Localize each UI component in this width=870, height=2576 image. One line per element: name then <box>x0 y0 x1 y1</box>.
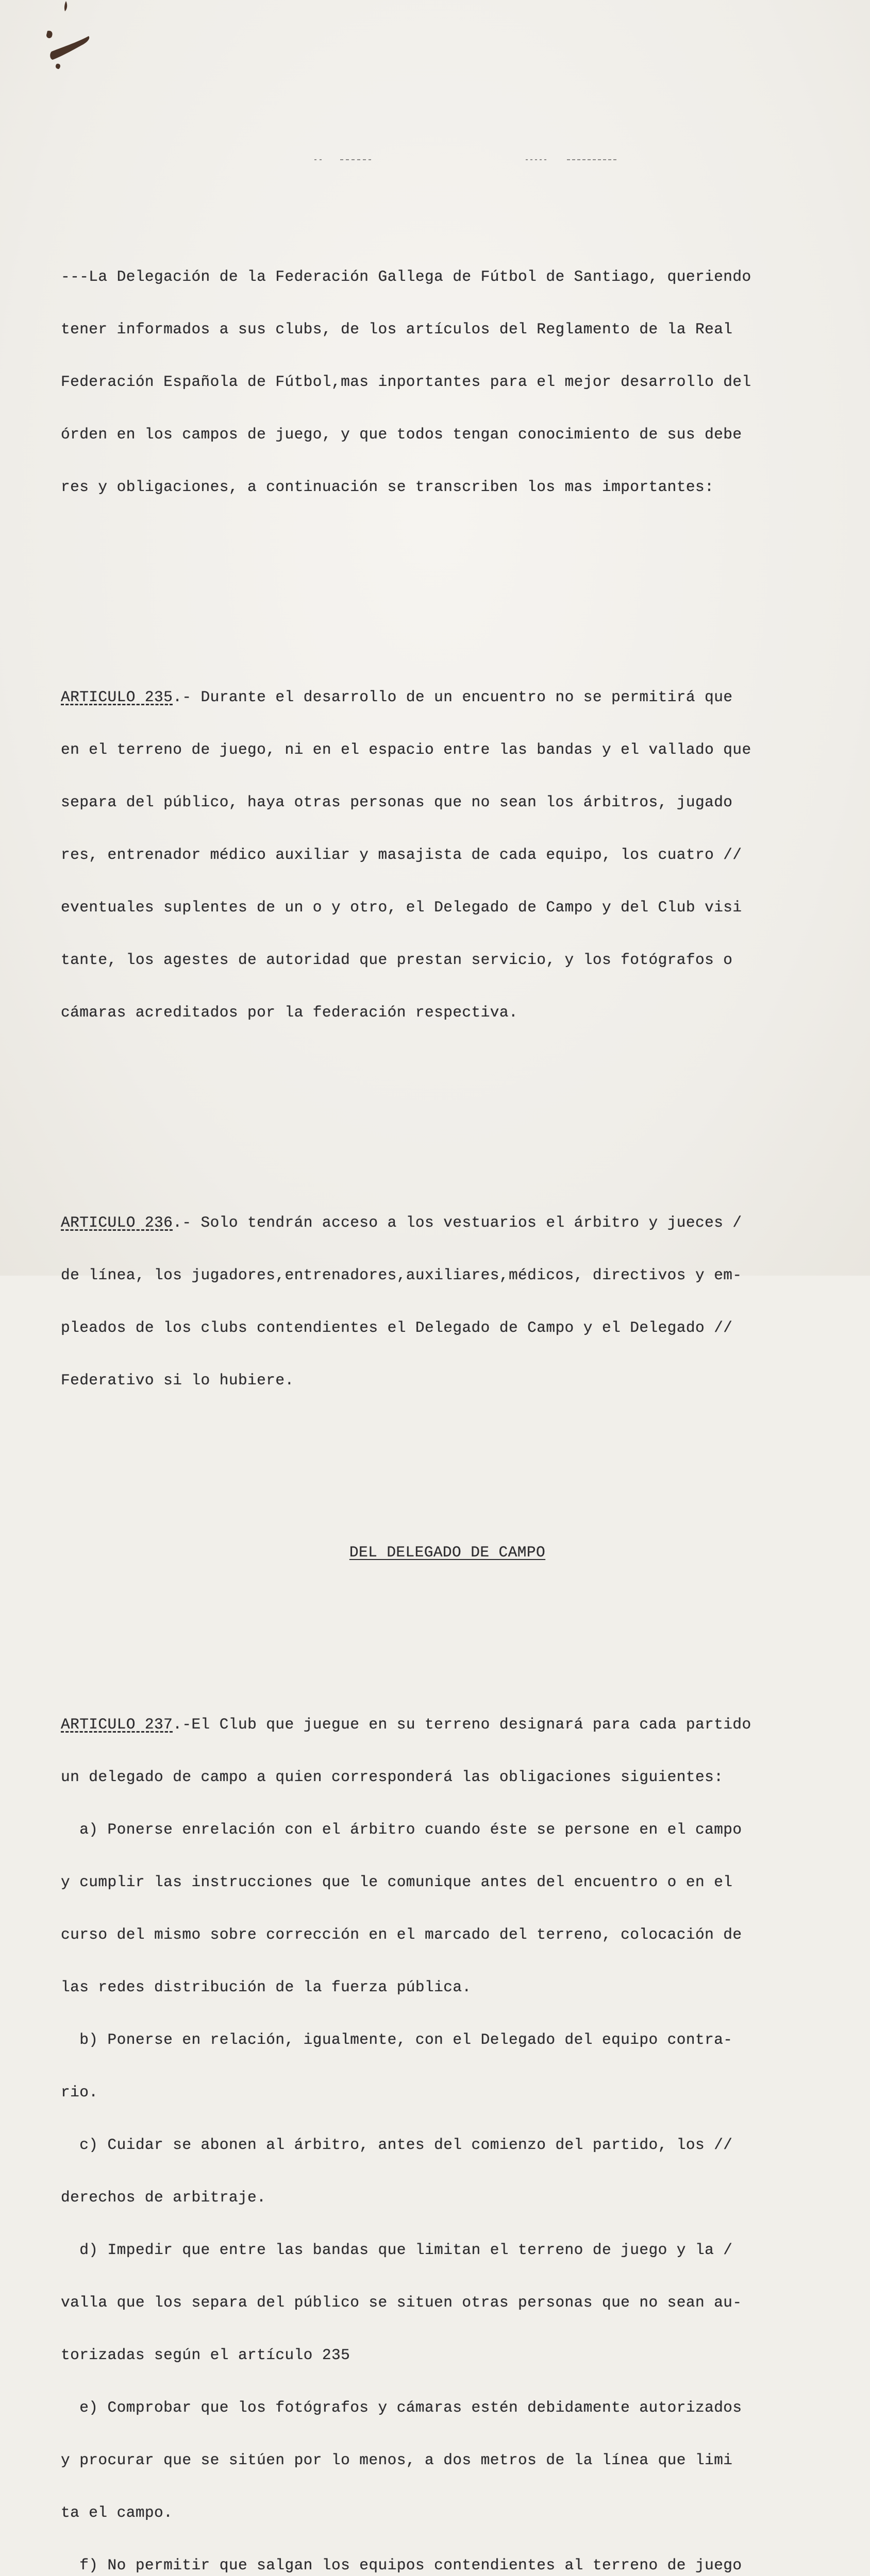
text-line: cámaras acreditados por la federación respectiva. <box>61 1004 518 1021</box>
text-line: derechos de arbitraje. <box>61 2189 266 2206</box>
text-line: tante, los agestes de autoridad que prestan servicio, y los fotógrafos o <box>61 951 733 969</box>
text-line: a) Ponerse enrelación con el árbitro cuando éste se persone en el campo <box>61 1821 742 1838</box>
text-line: ---La Delegación de la Federación Gallega de Fútbol de Santiago, queriendo <box>61 268 751 285</box>
text-line: f) No permitir que salgan los equipos contendientes al terreno de juego <box>61 2556 742 2574</box>
text-line: curso del mismo sobre corrección en el marcado del terreno, colocación de <box>61 1926 742 1943</box>
ink-stain-mark <box>36 0 98 77</box>
article-237-label: ARTICULO 237 <box>61 1716 173 1733</box>
article-236-first-line <box>61 1214 834 1231</box>
article-236 <box>61 1179 834 1424</box>
text-line: un delegado de campo a quien corresponderá las obligaciones siguientes: <box>61 1768 724 1786</box>
text-line: en el terreno de juego, ni en el espacio entre las bandas y el vallado que <box>61 741 751 758</box>
article-235-intro: .- Durante el desarrollo de un encuentro no se permitirá que <box>173 688 733 706</box>
article-237 <box>61 1681 834 2576</box>
text-line: rio. <box>61 2083 98 2101</box>
spacer <box>61 1477 834 1491</box>
text-line: separa del público, haya otras personas que no sean los árbitros, jugado <box>61 793 733 811</box>
article-236-label: ARTICULO 236 <box>61 1214 173 1231</box>
article-235-first-line <box>61 688 834 706</box>
text-line: e) Comprobar que los fotógrafos y cámaras estén debidamente autorizados <box>61 2399 742 2416</box>
faint-rule <box>309 155 670 165</box>
article-235 <box>61 653 834 1056</box>
text-line: valla que los separa del público se situen otras personas que no sean au- <box>61 2294 742 2311</box>
text-line: c) Cuidar se abonen al árbitro, antes del comienzo del partido, los // <box>61 2136 733 2154</box>
text-line: Federación Española de Fútbol,mas inportantes para el mejor desarrollo del <box>61 373 751 391</box>
text-line: d) Impedir que entre las bandas que limitan el terreno de juego y la / <box>61 2241 733 2259</box>
text-line: de línea, los jugadores,entrenadores,auxiliares,médicos, directivos y em- <box>61 1266 742 1284</box>
spacer <box>61 1614 834 1628</box>
text-line: Federativo si lo hubiere. <box>61 1371 294 1389</box>
article-235-label: ARTICULO 235 <box>61 688 173 706</box>
text-line: b) Ponerse en relación, igualmente, con el Delegado del equipo contra- <box>61 2031 733 2048</box>
spacer <box>61 583 834 601</box>
intro-paragraph <box>61 233 834 531</box>
text-line: órden en los campos de juego, y que todos tengan conocimiento de sus debe <box>61 426 742 443</box>
text-line: y cumplir las instrucciones que le comunique antes del encuentro o en el <box>61 1873 733 1891</box>
text-line: res y obligaciones, a continuación se transcriben los mas importantes: <box>61 478 714 496</box>
section-title: DEL DELEGADO DE CAMPO <box>349 1544 546 1561</box>
article-236-intro: .- Solo tendrán acceso a los vestuarios el árbitro y jueces / <box>173 1214 742 1231</box>
spacer <box>61 1109 834 1126</box>
text-line: las redes distribución de la fuerza pública. <box>61 1978 472 1996</box>
article-237-intro: .-El Club que juegue en su terreno designará para cada partido <box>173 1716 751 1733</box>
text-line: pleados de los clubs contendientes el Delegado de Campo y el Delegado // <box>61 1319 733 1336</box>
text-line: eventuales suplentes de un o y otro, el Delegado de Campo y del Club visi <box>61 899 742 916</box>
article-237-first-line <box>61 1716 834 1733</box>
text-line: y procurar que se sitúen por lo menos, a dos metros de la línea que limi <box>61 2451 733 2469</box>
text-line: ta el campo. <box>61 2504 173 2521</box>
text-line: torizadas según el artículo 235 <box>61 2346 350 2364</box>
typed-text-body <box>61 180 834 2576</box>
text-line: res, entrenador médico auxiliar y masajista de cada equipo, los cuatro // <box>61 846 742 863</box>
text-line: tener informados a sus clubs, de los artículos del Reglamento de la Real <box>61 320 733 338</box>
